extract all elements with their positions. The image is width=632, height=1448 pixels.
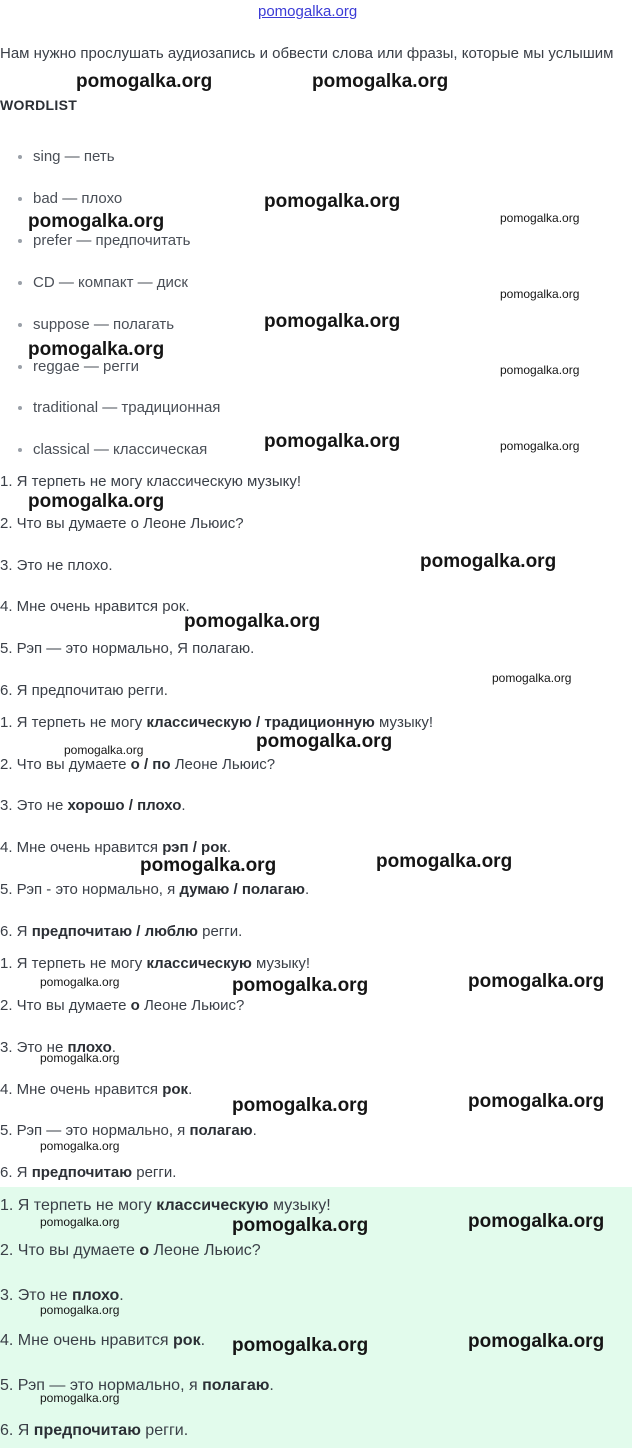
choice-line: 5. Рэп - это нормально, я думаю / полагаю. <box>0 881 310 898</box>
answer-line: 5. Рэп — это нормально, я полагаю. <box>0 1377 274 1394</box>
watermark: pomogalka.org <box>28 211 165 232</box>
answer-line: 6. Я предпочитаю регги. <box>0 1422 189 1439</box>
answer-line: 1. Я терпеть не могу классическую музыку! <box>0 1197 331 1214</box>
wordlist-item: classical — классическая <box>18 441 207 458</box>
watermark: pomogalka.org <box>264 311 401 332</box>
bullet-icon <box>18 281 22 285</box>
wordlist-item: prefer — предпочитать <box>18 232 190 249</box>
answer-line: 4. Мне очень нравится рок. <box>0 1332 206 1349</box>
exercise-line: 5. Рэп — это нормально, Я полагаю. <box>0 640 255 657</box>
watermark: pomogalka.org <box>420 551 557 572</box>
watermark: pomogalka.org <box>376 851 513 872</box>
watermark: pomogalka.org <box>64 743 144 757</box>
wordlist-item: suppose — полагать <box>18 316 174 333</box>
choice-line: 1. Я терпеть не могу классическую / традиционную музыку! <box>0 714 434 731</box>
watermark: pomogalka.org <box>76 71 213 92</box>
watermark: pomogalka.org <box>264 191 401 212</box>
answer-line: 3. Это не плохо. <box>0 1039 116 1056</box>
answer-line: 5. Рэп — это нормально, я полагаю. <box>0 1122 257 1139</box>
watermark: pomogalka.org <box>40 1215 120 1229</box>
wordlist-item: sing — петь <box>18 148 115 165</box>
watermark: pomogalka.org <box>232 1095 369 1116</box>
watermark: pomogalka.org <box>40 1391 120 1405</box>
exercise-line: 3. Это не плохо. <box>0 557 113 574</box>
bullet-icon <box>18 197 22 201</box>
choice-line: 3. Это не хорошо / плохо. <box>0 797 186 814</box>
wordlist-item: CD — компакт — диск <box>18 274 188 291</box>
watermark: pomogalka.org <box>184 611 321 632</box>
wordlist-item: reggae — регги <box>18 358 139 375</box>
choice-line: 4. Мне очень нравится рэп / рок. <box>0 839 232 856</box>
watermark: pomogalka.org <box>28 491 165 512</box>
choice-line: 2. Что вы думаете о / по Леоне Льюис? <box>0 756 276 773</box>
bullet-icon <box>18 448 22 452</box>
bullet-icon <box>18 365 22 369</box>
watermark: pomogalka.org <box>232 1335 369 1356</box>
bullet-icon <box>18 323 22 327</box>
watermark: pomogalka.org <box>468 1331 605 1352</box>
bullet-icon <box>18 155 22 159</box>
watermark: pomogalka.org <box>492 671 572 685</box>
exercise-line: 2. Что вы думаете о Леоне Льюис? <box>0 515 244 532</box>
answer-line: 6. Я предпочитаю регги. <box>0 1164 177 1181</box>
watermark: pomogalka.org <box>40 975 120 989</box>
watermark: pomogalka.org <box>40 1139 120 1153</box>
exercise-line: 1. Я терпеть не могу классическую музыку! <box>0 473 302 490</box>
watermark: pomogalka.org <box>500 287 580 301</box>
watermark: pomogalka.org <box>468 971 605 992</box>
answer-line: 1. Я терпеть не могу классическую музыку! <box>0 955 311 972</box>
watermark: pomogalka.org <box>312 71 449 92</box>
watermark: pomogalka.org <box>468 1211 605 1232</box>
bullet-icon <box>18 239 22 243</box>
watermark: pomogalka.org <box>40 1303 120 1317</box>
bullet-icon <box>18 406 22 410</box>
answer-line: 2. Что вы думаете о Леоне Льюис? <box>0 1242 261 1259</box>
watermark: pomogalka.org <box>256 731 393 752</box>
watermark: pomogalka.org <box>500 211 580 225</box>
watermark: pomogalka.org <box>500 363 580 377</box>
answer-line: 2. Что вы думаете о Леоне Льюис? <box>0 997 245 1014</box>
wordlist-item: traditional — традиционная <box>18 399 220 416</box>
exercise-line: 6. Я предпочитаю регги. <box>0 682 168 699</box>
watermark: pomogalka.org <box>40 1051 120 1065</box>
choice-line: 6. Я предпочитаю / люблю регги. <box>0 923 243 940</box>
wordlist-item: bad — плохо <box>18 190 122 207</box>
watermark: pomogalka.org <box>232 975 369 996</box>
watermark: pomogalka.org <box>468 1091 605 1112</box>
watermark: pomogalka.org <box>500 439 580 453</box>
wordlist-title: WORDLIST <box>0 97 78 113</box>
watermark: pomogalka.org <box>140 855 277 876</box>
answer-line: 3. Это не плохо. <box>0 1287 124 1304</box>
exercise-line: 4. Мне очень нравится рок. <box>0 598 190 615</box>
watermark: pomogalka.org <box>232 1215 369 1236</box>
site-link[interactable]: pomogalka.org <box>258 3 358 20</box>
watermark: pomogalka.org <box>264 431 401 452</box>
watermark: pomogalka.org <box>28 339 165 360</box>
answer-line: 4. Мне очень нравится рок. <box>0 1081 193 1098</box>
task-intro: Нам нужно прослушать аудиозапись и обвести слова или фразы, которые мы услышим <box>0 45 614 62</box>
